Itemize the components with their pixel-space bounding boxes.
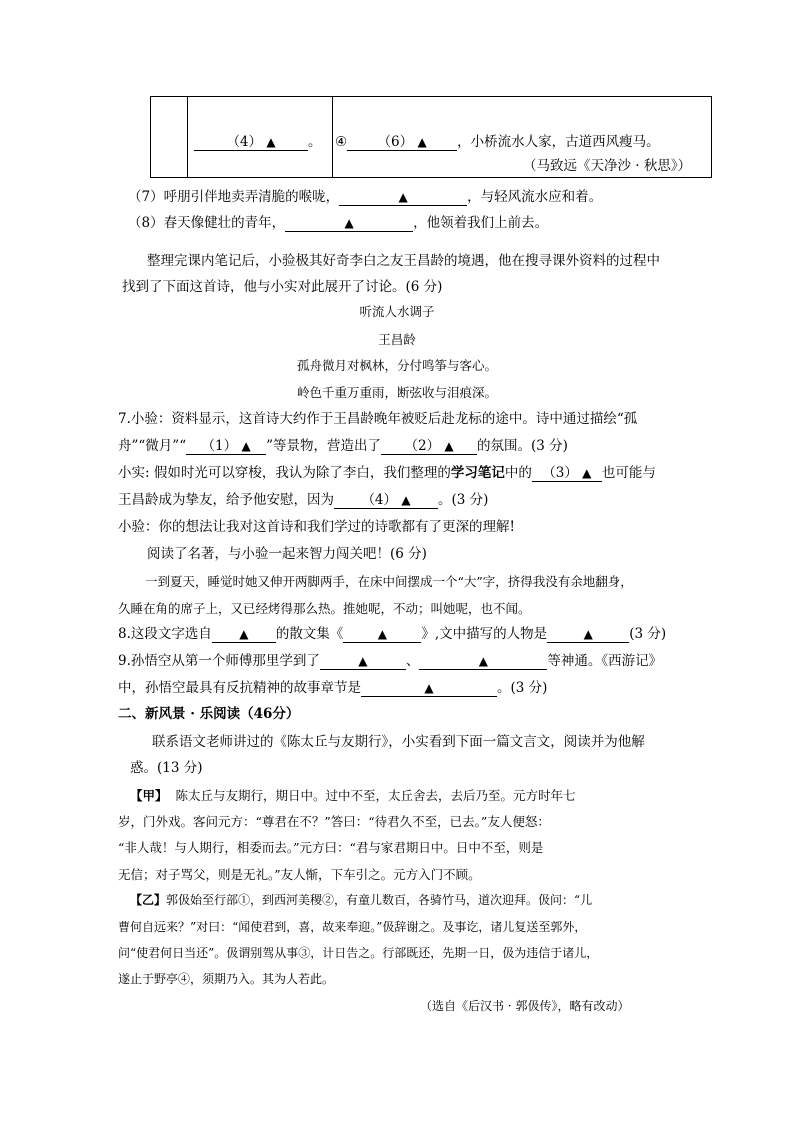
blank-q8-author[interactable] bbox=[212, 626, 276, 643]
table-left-cell bbox=[151, 97, 188, 178]
q9-text-a: 9.孙悟空从第一个师傅那里学到了 bbox=[118, 653, 320, 669]
q7-text-3a: 小实: 假如时光可以穿梭，我认为除了李白，我们整理的 bbox=[118, 465, 451, 481]
passage-yi-label: 【乙】 bbox=[130, 893, 167, 907]
q8-text-c: 》,文中描写的人物是 bbox=[421, 626, 548, 642]
jia-text-1: 陈太丘与友期行，期日中。过中不至，太丘舍去，去后乃至。元方时年七 bbox=[175, 788, 576, 803]
blank-q7-1-label: （1） bbox=[201, 438, 238, 454]
poem-author: 王昌龄 bbox=[378, 332, 416, 347]
blank-6-label: （6） bbox=[377, 134, 414, 150]
q8-text-d: (3 分) bbox=[629, 626, 667, 642]
q7-text-3c: 也可能与 bbox=[601, 465, 656, 481]
poem-line-text: ，小桥流水人家，古道西风瘦马。 bbox=[457, 134, 660, 150]
fill-7-label: （7）呼朋引伴地卖弄清脆的喉咙， bbox=[128, 189, 340, 205]
triangle-mark: ▲ bbox=[344, 216, 354, 230]
passage-jia-label: 【甲】 bbox=[130, 788, 168, 803]
classical-source: （选自《后汉书 · 郭伋传》，略有改动） bbox=[420, 999, 630, 1013]
triangle-mark: ▲ bbox=[239, 627, 249, 641]
q7-text-c: 的氛围。(3 分) bbox=[477, 438, 568, 454]
triangle-mark: ▲ bbox=[444, 439, 454, 453]
poem-line-2: 岭色千重万重雨，断弦收与泪痕深。 bbox=[296, 385, 497, 400]
q7-text-b: ”等景物，营造出了 bbox=[266, 438, 382, 454]
triangle-mark: ▲ bbox=[266, 135, 276, 149]
triangle-mark: ▲ bbox=[478, 654, 488, 668]
blank-q9-2[interactable] bbox=[419, 653, 547, 670]
q7-text-3b: 中的 bbox=[504, 465, 532, 481]
q7-line-2 bbox=[118, 437, 568, 455]
triangle-mark: ▲ bbox=[582, 466, 592, 480]
q9-text-c: 中，孙悟空最具有反抗精神的故事章节是 bbox=[118, 680, 361, 696]
blank-q7-1[interactable] bbox=[186, 438, 266, 455]
passage-yi-line-3: 问“使君何日当还”。伋谓别驾从事③，计日告之。行部既还，先期一日，伋为违信于诸儿， bbox=[118, 946, 599, 960]
passage-yi-line-4: 遂止于野亭④，须期乃入。其为人若此。 bbox=[118, 972, 335, 986]
q8-text-b: 的散文集《 bbox=[275, 626, 344, 642]
blank-q7-3[interactable] bbox=[532, 465, 602, 482]
classical-intro-2: 惑。(13 分) bbox=[130, 760, 203, 776]
passage-jia-line-4: 无信；对子骂父，则是无礼。”友人惭，下车引之。元方入门不顾。 bbox=[118, 867, 481, 882]
reading-passage-1: 一到夏天，睡觉时她又伸开两脚两手，在床中间摆成一个“大”字，挤得我没有余地翻身， bbox=[145, 574, 633, 589]
q7-line-5: 小验：你的想法让我对这首诗和我们学过的诗歌都有了更深的理解! bbox=[118, 519, 515, 535]
fill-8-label: （8）春天像健壮的青年， bbox=[128, 215, 286, 231]
blank-q7-4-label: （4） bbox=[361, 492, 398, 508]
period: 。 bbox=[308, 134, 322, 150]
blank-q8-book[interactable] bbox=[343, 626, 421, 643]
fill-line-7 bbox=[128, 188, 602, 206]
blank-q9-3[interactable] bbox=[361, 680, 497, 697]
q7-text-4a: 王昌龄成为挚友，给予他安慰，因为 bbox=[118, 492, 334, 508]
passage-jia-line-3: “非人哉！与人期行，相委而去。”元方曰：“君与家君期日中。日中不至，则是 bbox=[118, 840, 544, 855]
q9-separator: 、 bbox=[405, 653, 420, 669]
triangle-mark: ▲ bbox=[241, 439, 251, 453]
fill-8-after: ，他领着我们上前去。 bbox=[413, 215, 549, 231]
blank-4-label: （4） bbox=[226, 134, 263, 150]
yi-text-1: 郭伋始至行部①，到西河美稷②，有童儿数百，各骑竹马，道次迎拜。伋问：“儿 bbox=[166, 893, 593, 907]
q7-text-a: 舟”“微月”“ bbox=[118, 438, 187, 454]
blank-fill-7[interactable] bbox=[339, 189, 467, 206]
intro-line-1: 整理完课内笔记后，小验极其好奇李白之友王昌龄的境遇，他在搜寻课外资料的过程中 bbox=[147, 253, 660, 269]
blank-fill-8[interactable] bbox=[285, 215, 413, 232]
passage-jia-line-2: 岁，门外戏。客问元方：“尊君在不？”答曰：“待君久不至，已去。”友人便怒： bbox=[118, 814, 550, 829]
q9-text-b: 等神通。《西游记》 bbox=[547, 653, 663, 669]
blank-q7-2-label: （2） bbox=[404, 438, 441, 454]
section-2-heading: 二、新风景 · 乐阅读（46分） bbox=[118, 706, 300, 722]
q7-line-1: 7.小验：资料显示，这首诗大约作于王昌龄晚年被贬后赴龙标的途中。诗中通过描绘“孤 bbox=[118, 411, 638, 427]
circle-number-4: ④ bbox=[335, 134, 348, 150]
blank-q8-character[interactable] bbox=[547, 626, 629, 643]
classical-intro-1: 联系语文老师讲过的《陈太丘与友期行》，小实看到下面一篇文言文，阅读并为他解 bbox=[152, 734, 645, 750]
triangle-mark: ▲ bbox=[583, 627, 593, 641]
blank-6[interactable] bbox=[347, 134, 457, 151]
fill-7-after: ，与轻风流水应和着。 bbox=[467, 189, 603, 205]
fill-line-8 bbox=[128, 214, 548, 232]
reading-passage-2: 久睡在角的席子上，又已经烤得那么热。推她呢，不动；叫她呢，也不闻。 bbox=[118, 601, 531, 616]
q8-text-a: 8.这段文字选自 bbox=[118, 626, 212, 642]
blank-q9-1[interactable] bbox=[320, 653, 406, 670]
q8-line bbox=[118, 625, 666, 643]
table-right-cell bbox=[333, 97, 712, 178]
blank-4[interactable] bbox=[194, 134, 308, 151]
poem-line-1: 孤舟微月对枫林，分付鸣筝与客心。 bbox=[296, 358, 497, 373]
passage-jia-line-1 bbox=[130, 786, 575, 804]
triangle-mark: ▲ bbox=[401, 493, 411, 507]
triangle-mark: ▲ bbox=[377, 627, 387, 641]
triangle-mark: ▲ bbox=[358, 654, 368, 668]
study-notes-bold: 学习笔记 bbox=[450, 465, 505, 481]
blank-q7-3-label: （3） bbox=[542, 465, 578, 481]
triangle-mark: ▲ bbox=[424, 681, 434, 695]
q7-text-4b: 。(3 分) bbox=[438, 492, 489, 508]
passage-yi-line-2: 曹何自远来？”对曰：“闻使君到，喜，故来奉迎。”伋辞谢之。及事讫，诸儿复送至郭外， bbox=[118, 920, 587, 934]
blank-q7-4[interactable] bbox=[334, 492, 438, 509]
triangle-mark: ▲ bbox=[417, 135, 427, 149]
q7-line-3 bbox=[118, 464, 656, 482]
q7-line-4 bbox=[118, 491, 488, 509]
poem-source: （马致远《天净沙 · 秋思》） bbox=[523, 158, 692, 174]
table-middle-cell bbox=[188, 97, 333, 178]
reading-intro: 阅读了名著，与小验一起来智力闯关吧！(6 分) bbox=[147, 546, 427, 562]
triangle-mark: ▲ bbox=[398, 190, 408, 204]
q9-line-1 bbox=[118, 652, 662, 670]
q9-line-2 bbox=[118, 679, 547, 697]
passage-yi-line-1 bbox=[130, 891, 592, 908]
intro-line-2: 找到了下面这首诗，他与小实对此展开了讨论。(6 分) bbox=[122, 279, 443, 295]
poem-title: 听流人水调子 bbox=[359, 304, 435, 319]
blank-q7-2[interactable] bbox=[381, 438, 477, 455]
answer-table bbox=[150, 96, 712, 178]
q9-text-d: 。(3 分) bbox=[497, 680, 548, 696]
